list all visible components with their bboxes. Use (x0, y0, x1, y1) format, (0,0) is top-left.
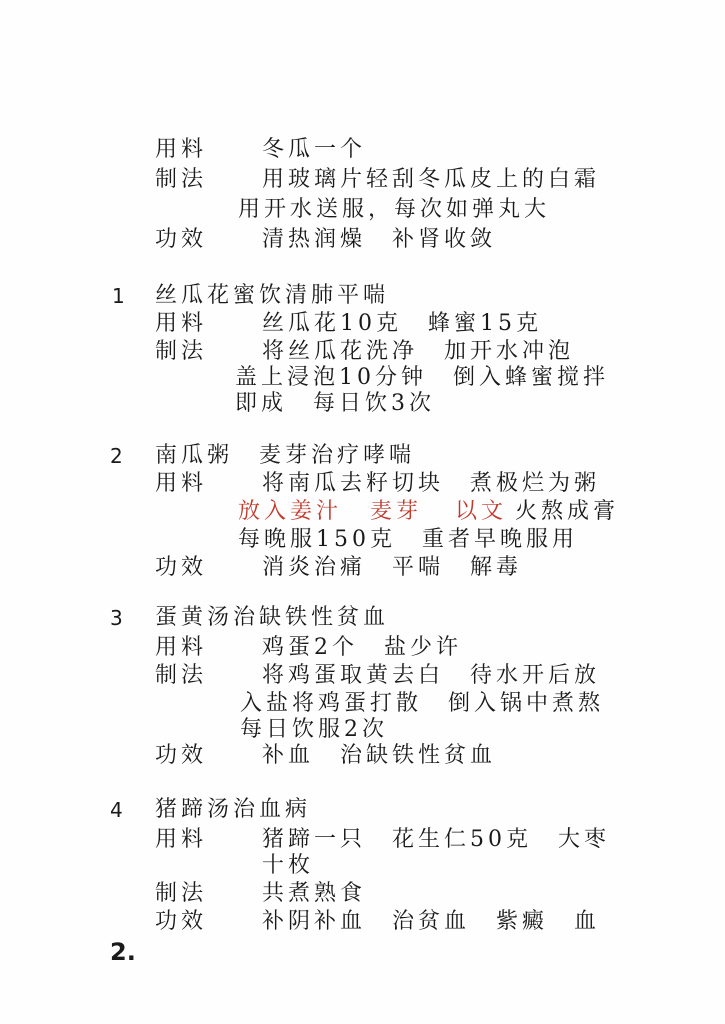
gongxiao-text: 补阴补血 治贫血 紫癜 血 (262, 909, 601, 934)
gongxiao-label: 功效 (155, 909, 208, 934)
yongliao-line: 猪蹄一只 花生仁50克 大枣 (262, 827, 610, 852)
gongxiao-label: 功效 (155, 743, 208, 768)
yongliao-text: 鸡蛋2个 盐少许 (262, 635, 462, 660)
yongliao-line: 将南瓜去籽切块 煮极烂为粥 (262, 471, 601, 496)
yongliao-line-red: 麦芽 (370, 499, 423, 524)
gongxiao-label: 功效 (155, 227, 208, 252)
gongxiao-text: 消炎治痛 平喘 解毒 (262, 555, 523, 580)
zhifa-line: 将鸡蛋取黄去白 待水开后放 (262, 663, 601, 688)
yongliao-label: 用料 (155, 311, 208, 336)
yongliao-text: 冬瓜一个 (262, 137, 367, 162)
yongliao-label: 用料 (155, 137, 208, 162)
yongliao-line: 十枚 (262, 853, 315, 878)
page-number: 2. (110, 938, 136, 966)
yongliao-label: 用料 (155, 827, 208, 852)
zhifa-line: 入盐将鸡蛋打散 倒入锅中煮熬 (240, 691, 605, 716)
gongxiao-text: 清热润燥 补肾收敛 (262, 227, 497, 252)
zhifa-line: 盖上浸泡10分钟 倒入蜂蜜搅拌 (235, 365, 609, 390)
zhifa-line: 每日饮服2次 (240, 717, 388, 742)
gongxiao-text: 补血 治缺铁性贫血 (262, 743, 497, 768)
yongliao-label: 用料 (155, 635, 208, 660)
entry-title: 猪蹄汤治血病 (155, 797, 312, 822)
entry-title: 丝瓜花蜜饮清肺平喘 (155, 283, 390, 308)
zhifa-text: 共煮熟食 (262, 881, 367, 906)
zhifa-line: 用玻璃片轻刮冬瓜皮上的白霜 (262, 167, 601, 192)
yongliao-label: 用料 (155, 471, 208, 496)
zhifa-label: 制法 (155, 167, 208, 192)
yongliao-line-red: 放入姜汁 (238, 499, 343, 524)
entry-number: 1 (112, 284, 125, 308)
zhifa-line: 用开水送服，每次如弹丸大 (238, 197, 551, 222)
zhifa-line: 将丝瓜花洗净 加开水冲泡 (262, 339, 575, 364)
yongliao-line-red: 以文 (455, 499, 508, 524)
entry-number: 2 (110, 444, 123, 468)
yongliao-line: 火熬成膏 (515, 499, 620, 524)
entry-title: 南瓜粥 麦芽治疗哮喘 (155, 443, 416, 468)
zhifa-label: 制法 (155, 339, 208, 364)
yongliao-line: 每晚服150克 重者早晚服用 (238, 527, 578, 552)
zhifa-label: 制法 (155, 663, 208, 688)
zhifa-label: 制法 (155, 881, 208, 906)
entry-number: 3 (110, 606, 123, 630)
yongliao-text: 丝瓜花10克 蜂蜜15克 (262, 311, 542, 336)
entry-number: 4 (110, 798, 123, 822)
gongxiao-label: 功效 (155, 555, 208, 580)
entry-title: 蛋黄汤治缺铁性贫血 (155, 605, 390, 630)
zhifa-line: 即成 每日饮3次 (235, 391, 435, 416)
